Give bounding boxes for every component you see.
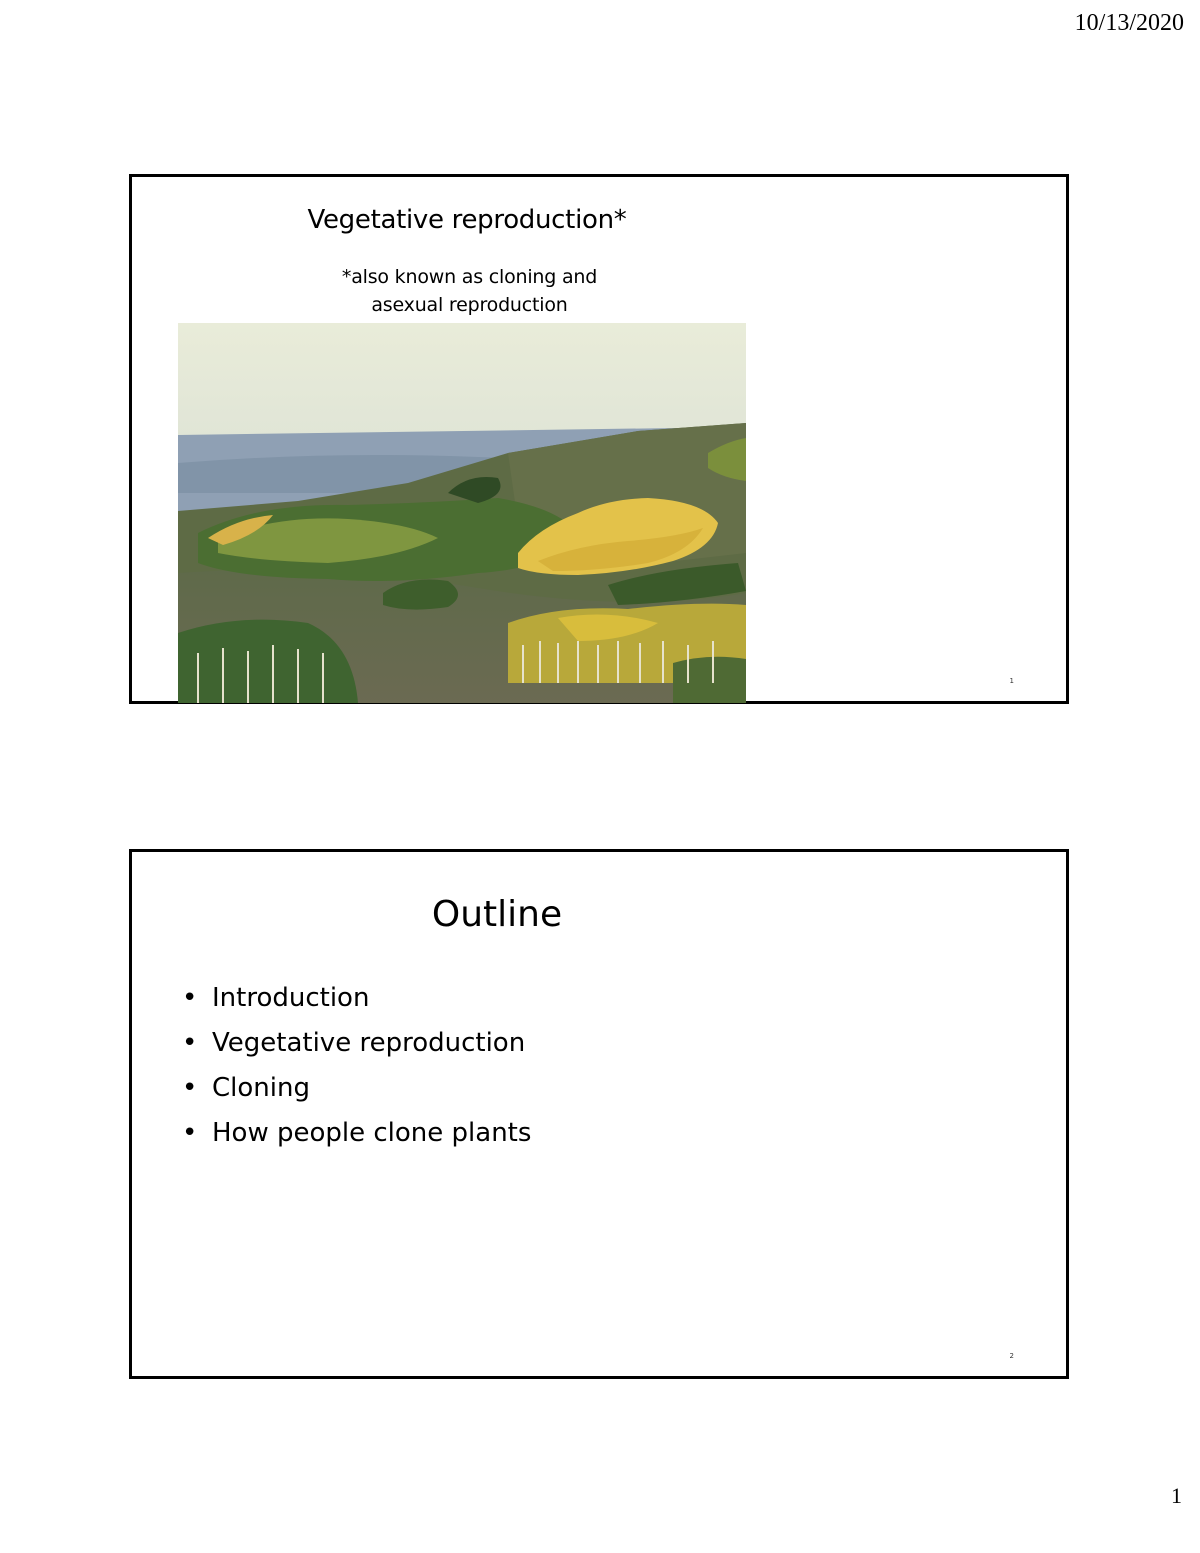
list-item: • Vegetative reproduction <box>182 1025 531 1070</box>
list-item: • Cloning <box>182 1070 531 1115</box>
slide-subtitle <box>272 263 667 319</box>
subtitle-line-1: *also known as cloning and <box>341 266 598 288</box>
bullet-icon: • <box>182 1073 198 1103</box>
slide-title: Outline <box>431 894 563 935</box>
slide-2 <box>129 849 1069 1379</box>
bullet-icon: • <box>182 1028 198 1058</box>
bullet-icon: • <box>182 1118 198 1148</box>
bullet-list <box>182 980 531 1160</box>
slide-1 <box>129 174 1069 704</box>
aspen-hillside-photo <box>178 323 746 703</box>
bullet-icon: • <box>182 983 198 1013</box>
page-date: 10/13/2020 <box>1074 10 1184 36</box>
page-number: 1 <box>1171 1483 1182 1508</box>
slide-number: 2 <box>1009 1352 1014 1360</box>
subtitle-line-2: asexual reproduction <box>371 294 568 316</box>
slide-number: 1 <box>1009 677 1014 685</box>
list-item: • How people clone plants <box>182 1115 531 1160</box>
list-item: • Introduction <box>182 980 531 1025</box>
slide-title: Vegetative reproduction* <box>307 205 627 235</box>
